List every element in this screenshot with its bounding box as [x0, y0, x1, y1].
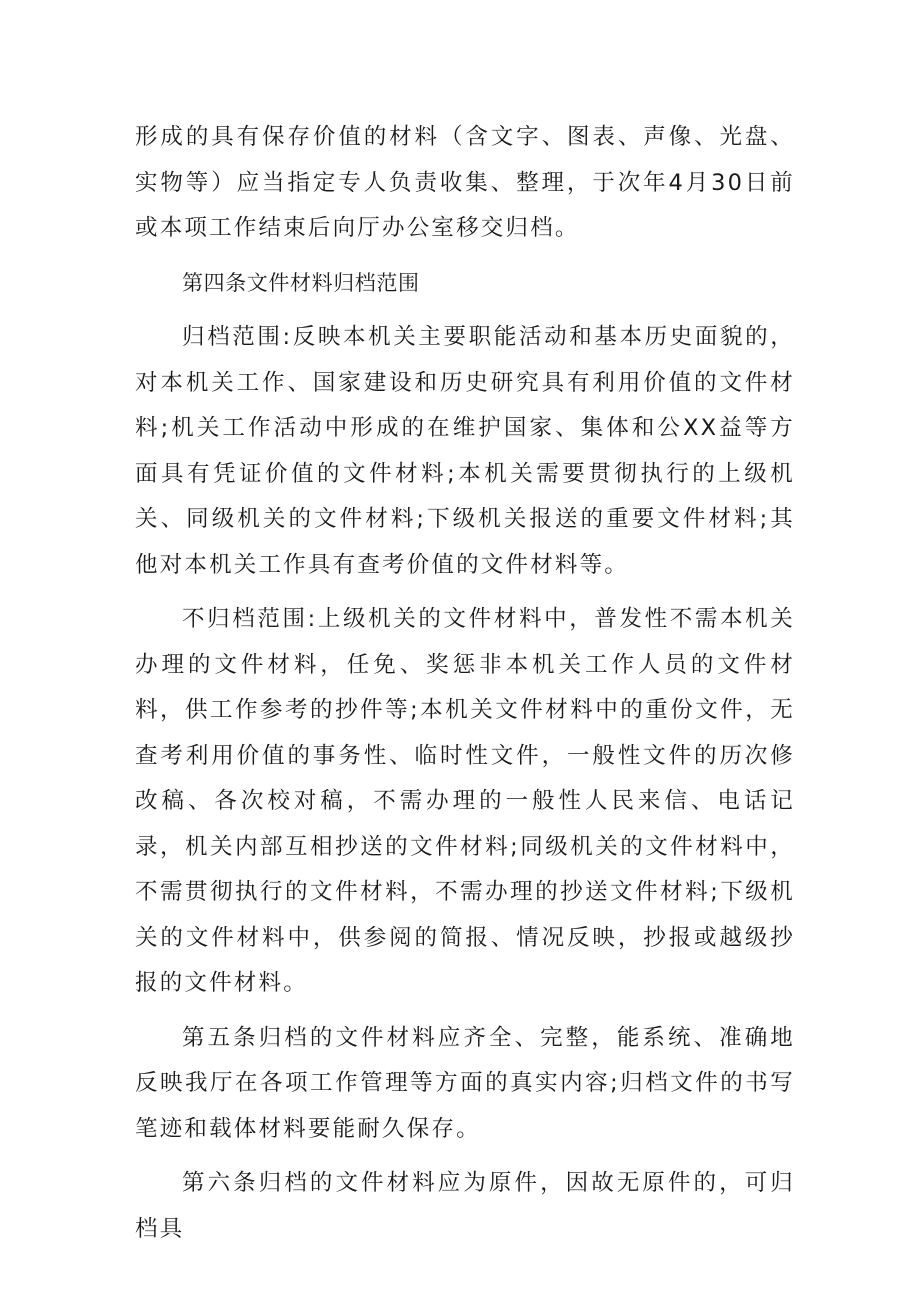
article-5-paragraph: 第五条归档的文件材料应齐全、完整，能系统、准确地反映我厅在各项工作管理等方面的真实内容;归档文件的书写笔迹和载体材料要能耐久保存。 [135, 1024, 795, 1142]
document-body [135, 115, 795, 1252]
article-4-heading: 第四条文件材料归档范围 [182, 270, 420, 295]
article-6-paragraph: 第六条归档的文件材料应为原件，因故无原件的，可归档具 [135, 1170, 795, 1242]
archive-scope-paragraph: 归档范围:反映本机关主要职能活动和基本历史面貌的，对本机关工作、国家建设和历史研究具有利用价值的文件材料;机关工作活动中形成的在维护国家、集体和公XX益等方面具有凭证价值的文件材料;本机关需要贯彻执行的上级机关、同级机关的文件材料;下级机关报送的重要文件材料;其他对本机关工作具有查考价值的文件材料等。 [135, 324, 795, 578]
paragraph-continuation: 形成的具有保存价值的材料（含文字、图表、声像、光盘、实物等）应当指定专人负责收集、整理，于次年4月30日前或本项工作结束后向厅办公室移交归档。 [135, 124, 795, 241]
non-archive-scope-paragraph: 不归档范围:上级机关的文件材料中，普发性不需本机关办理的文件材料，任免、奖惩非本机关工作人员的文件材料，供工作参考的抄件等;本机关文件材料中的重份文件，无查考利用价值的事务性、临时性文件，一般性文件的历次修改稿、各次校对稿，不需办理的一般性人民来信、电话记录，机关内部互相抄送的文件材料;同级机关的文件材料中，不需贯彻执行的文件材料，不需办理的抄送文件材料;下级机关的文件材料中，供参阅的简报、情况反映，抄报或越级抄报的文件材料。 [135, 606, 795, 996]
